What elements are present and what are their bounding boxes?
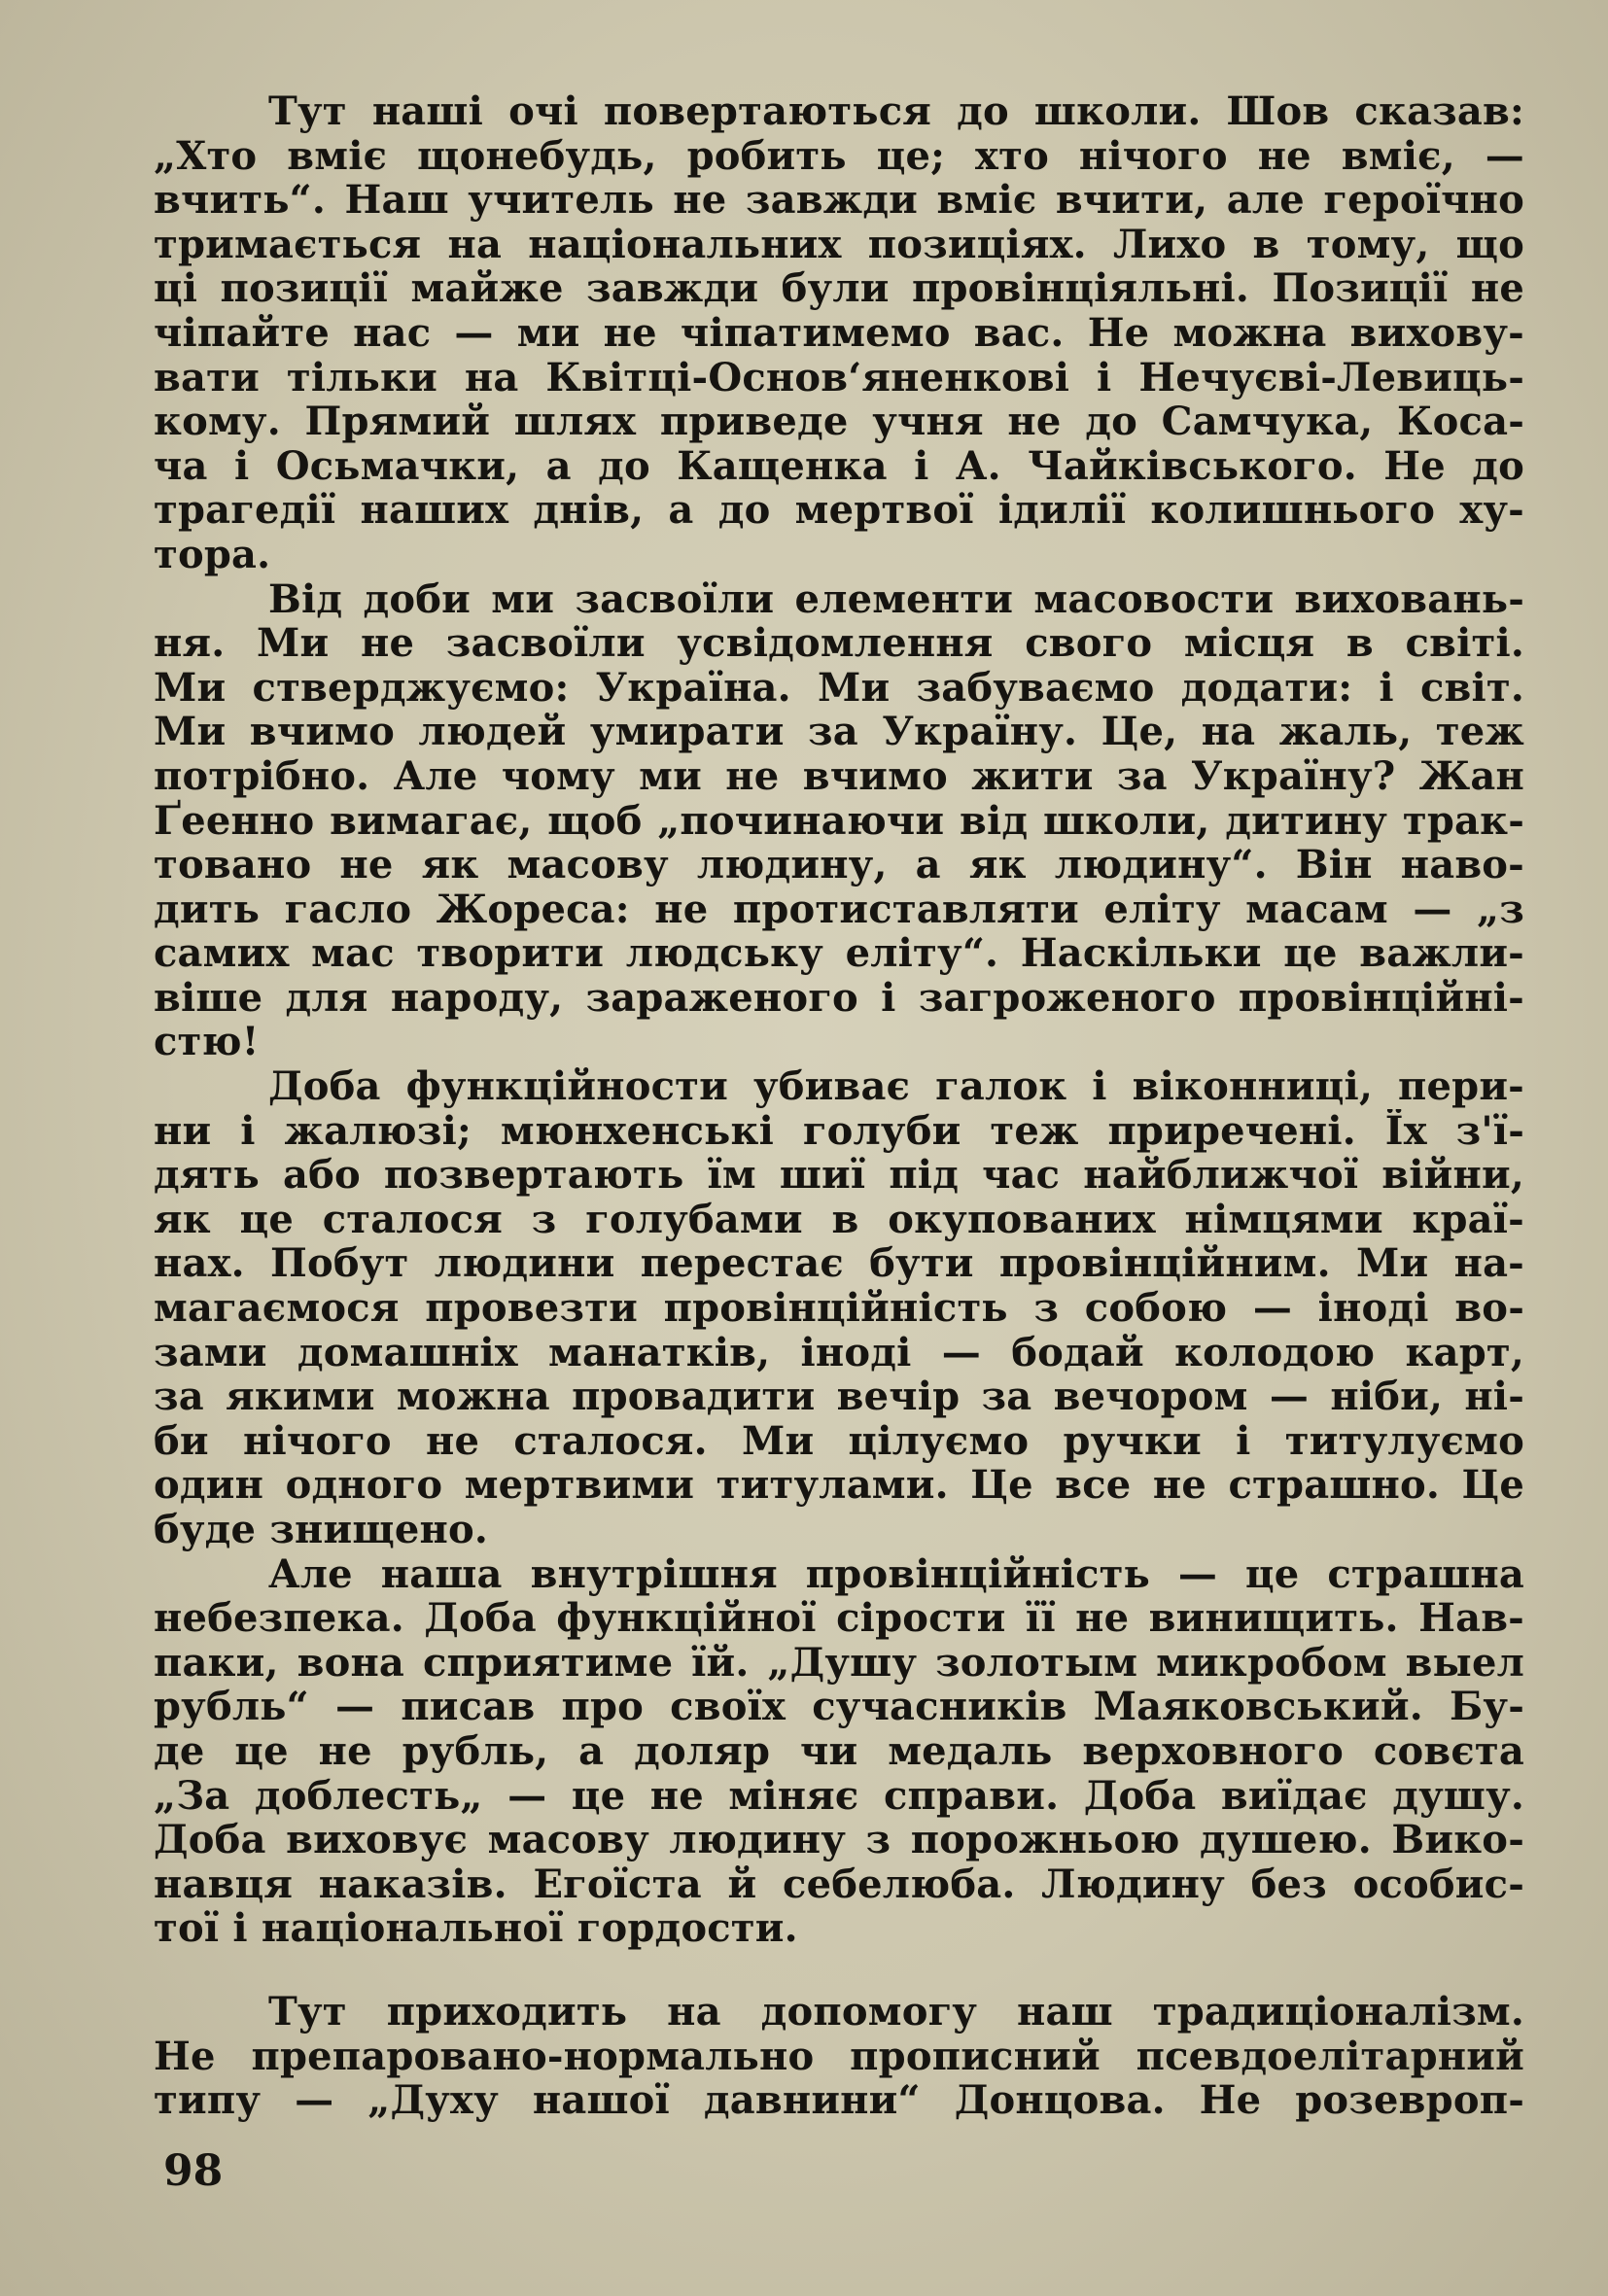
- text-line: як це сталося з голубами в окупованих німцями краї-: [154, 1197, 1524, 1242]
- text-line: за якими можна провадити вечір за вечором — ніби, ні-: [154, 1374, 1524, 1419]
- text-line: буде знищено.: [154, 1508, 489, 1552]
- text-line: ча і Осьмачки, а до Кащенка і А. Чайківського. Не до: [154, 443, 1524, 489]
- text-line: Не препаровано-нормально прописний псевдоелітарний: [154, 2034, 1524, 2079]
- paragraph: [154, 89, 1524, 577]
- page-text: [154, 89, 1524, 2123]
- text-line: тої і національної гордости.: [154, 1906, 798, 1951]
- text-line: „Хто вміє щонебудь, робить це; хто нічого не вміє, —: [154, 133, 1524, 179]
- text-line: Ми вчимо людей умирати за Україну. Це, на жаль, теж: [154, 710, 1524, 754]
- text-line: вати тільки на Квітці-Основ‘яненкові і Нечуєві-Левиць-: [154, 355, 1524, 400]
- text-line: типу — „Духу нашої давнини“ Донцова. Не розевроп-: [154, 2078, 1524, 2123]
- text-line: магаємося провезти провінційність з собою — іноді во-: [154, 1286, 1524, 1331]
- text-line: ни і жалюзі; мюнхенські голуби теж приречені. Їх з'ї-: [154, 1108, 1524, 1154]
- paragraph-gap: [154, 1951, 1524, 1990]
- text-line: самих мас творити людську еліту“. Наскільки це важли-: [154, 931, 1524, 976]
- paragraph: [154, 1552, 1524, 1951]
- text-line: дять або позвертають їм шиї під час найближчої війни,: [154, 1153, 1524, 1198]
- text-line: один одного мертвими титулами. Це все не страшно. Це: [154, 1463, 1524, 1508]
- text-line: дить гасло Жореса: не протиставляти еліту масам — „з: [154, 887, 1524, 932]
- text-line: віше для народу, зараженого і загроженого провінційні-: [154, 975, 1524, 1021]
- text-line: тора.: [154, 532, 271, 577]
- text-line: Доба функційности убиває галок і віконниці, пери-: [268, 1064, 1524, 1109]
- text-line: Доба виховує масову людину з порожньою душею. Вико-: [154, 1818, 1524, 1862]
- text-line: навця наказів. Егоїста й себелюба. Людину без особис-: [154, 1861, 1524, 1907]
- text-line: Ґеенно вимагає, щоб „починаючи від школи, дитину трак-: [154, 798, 1524, 844]
- text-line: трагедії наших днів, а до мертвої ідилії колишнього ху-: [154, 488, 1524, 533]
- page-number: 98: [163, 2146, 224, 2196]
- text-line: Тут приходить на допомогу наш традиціоналізм.: [268, 1989, 1524, 2035]
- text-line: ня. Ми не засвоїли усвідомлення свого місця в світі.: [154, 621, 1524, 666]
- text-line: кому. Прямий шлях приведе учня не до Самчука, Коса-: [154, 400, 1524, 444]
- text-line: рубль“ — писав про своїх сучасників Маяковський. Бу-: [154, 1685, 1524, 1729]
- text-line: тримається на національних позиціях. Лихо в тому, що: [154, 222, 1524, 267]
- text-line: „За доблесть„ — це не міняє справи. Доба виїдає душу.: [154, 1773, 1524, 1819]
- text-line: потрібно. Але чому ми не вчимо жити за Україну? Жан: [154, 753, 1524, 799]
- text-line: зами домашніх манатків, іноді — бодай колодою карт,: [154, 1330, 1524, 1375]
- text-line: чіпайте нас — ми не чіпатимемо вас. Не можна вихову-: [154, 310, 1524, 356]
- text-line: небезпека. Доба функційної сірости її не винищить. Нав-: [154, 1596, 1524, 1641]
- text-line: Ми стверджуємо: Україна. Ми забуваємо додати: і світ.: [154, 665, 1524, 711]
- paragraph: [154, 1990, 1524, 2123]
- text-line: товано не як масову людину, а як людину“. Він наво-: [154, 843, 1524, 887]
- text-line: ці позиції майже завжди були провінціяльні. Позиції не: [154, 266, 1524, 311]
- text-line: Від доби ми засвоїли елементи масовости виховань-: [268, 576, 1524, 622]
- text-line: де це не рубль, а доляр чи медаль верховного совєта: [154, 1728, 1524, 1774]
- text-line: нах. Побут людини перестає бути провінційним. Ми на-: [154, 1241, 1524, 1287]
- text-line: паки, вона сприятиме їй. „Душу золотым микробом выел: [154, 1640, 1524, 1686]
- text-line: Тут наші очі повертаються до школи. Шов сказав:: [268, 89, 1524, 134]
- paragraph: [154, 1064, 1524, 1552]
- text-line: би нічого не сталося. Ми цілуємо ручки і титулуємо: [154, 1418, 1524, 1464]
- text-line: вчить“. Наш учитель не завжди вміє вчити, але героїчно: [154, 178, 1524, 223]
- text-line: стю!: [154, 1020, 260, 1065]
- paragraph: [154, 577, 1524, 1065]
- text-line: Але наша внутрішня провінційність — це страшна: [268, 1551, 1524, 1597]
